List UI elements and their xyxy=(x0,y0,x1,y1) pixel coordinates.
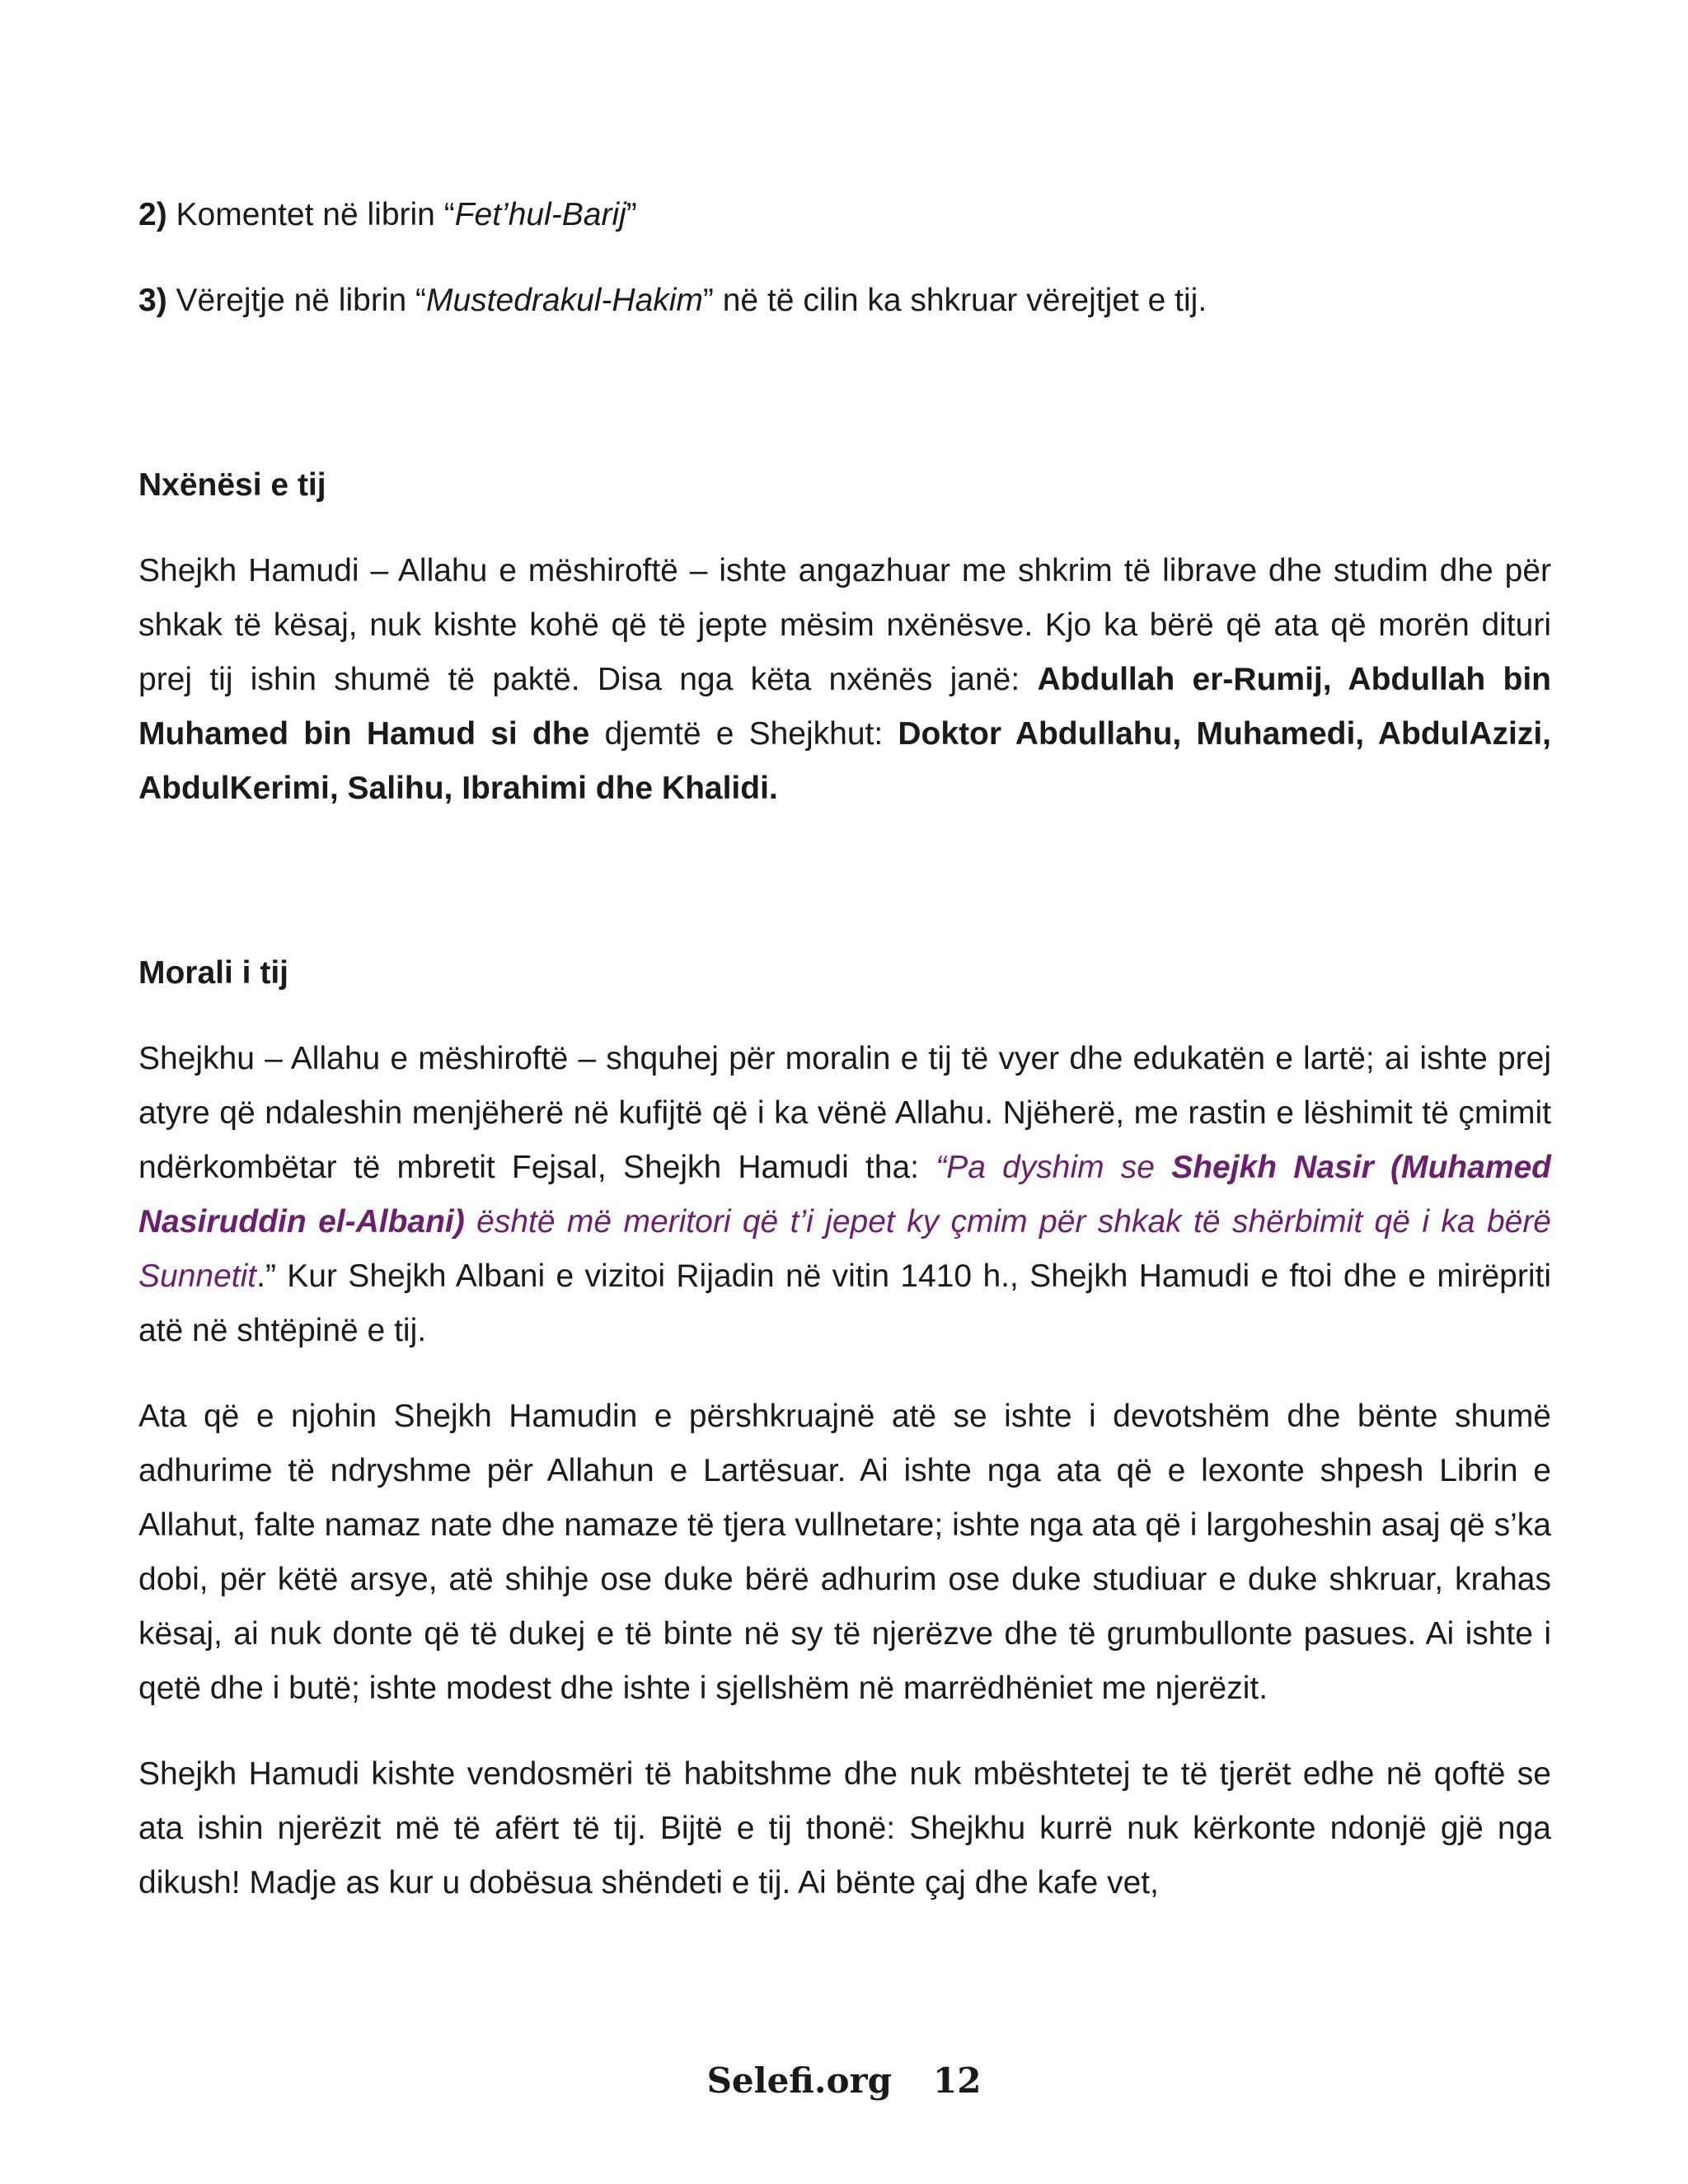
quote-name: Shejkh Nasir (Muhamed Nasiruddin el-Albani) xyxy=(138,1150,1551,1240)
page-number: 12 xyxy=(932,2060,982,2101)
student-names: Abdullah er-Rumij, Abdullah bin Muhamed bin Hamud si dhe xyxy=(138,662,1551,752)
list-text: ” në të cilin ka shkruar vërejtjet e tij. xyxy=(702,283,1207,318)
paragraph-text: Shejkh Hamudi – Allahu e mëshiroftë – ishte angazhuar me shkrim të librave dhe studim dhe për shkak të kësaj, nuk kishte kohë që të jepte mësim nxënësve. Kjo ka bërë që ata që morën dituri prej tij ishin shumë të paktë. Disa nga këta nxënës janë: xyxy=(138,553,1551,697)
footer-site: Selefi.org xyxy=(706,2060,892,2101)
morals-paragraph-2: Ata që e njohin Shejkh Hamudin e përshkruajnë atë se ishte i devotshëm dhe bënte shumë adhurime të ndryshme për Allahun e Lartësuar. Ai ishte nga ata që e lexonte shpesh Librin e Allahut, falte namaz nate dhe namaze të tjera vullnetare; ishte nga ata që i largoheshin asaj që s’ka dobi, për këtë arsye, atë shihje ose duke bërë adhurim ose duke studiuar e duke shkruar, krahas kësaj, ai nuk donte që të dukej e të binte në sy të njerëzve dhe të grumbullonte pasues. Ai ishte i qetë dhe i butë; ishte modest dhe ishte i sjellshëm në marrëdhëniet me njerëzit. xyxy=(138,1399,1551,1706)
quote-end: .” xyxy=(256,1258,276,1294)
list-text: Vërejtje në librin “ xyxy=(166,283,426,318)
sons-names: Doktor Abdullahu, Muhamedi, AbdulAzizi, AbdulKerimi, Salihu, Ibrahimi dhe Khalidi. xyxy=(138,716,1552,806)
section-heading-students: Nxënësi e tij xyxy=(138,467,326,503)
paragraph-text: djemtë e Shejkhut: xyxy=(589,716,898,752)
list-item-2 xyxy=(138,188,1551,242)
morals-paragraph-1 xyxy=(138,1032,1551,1358)
page-content xyxy=(138,188,1551,1942)
list-text: Komentet në librin “ xyxy=(166,197,455,232)
quote: “Pa dyshim se Shejkh Nasir (Muhamed Nasiruddin el-Albani) është më meritori që t’i jepet ky çmim për shkak të shërbimit që i ka bërë Sunnetit xyxy=(138,1150,1551,1294)
section-heading-morals: Morali i tij xyxy=(138,955,289,991)
list-number: 2) xyxy=(138,197,167,232)
paragraph-text: Shejkhu – Allahu e mëshiroftë – shquhej për moralin e tij të vyer dhe edukatën e lartë; ai ishte prej atyre që ndaleshin menjëherë në kufijtë që i ka vënë Allahu. Njëherë, me rastin e lëshimit të çmimit ndërkombëtar të mbretit Fejsal, Shejkh Hamudi tha: xyxy=(138,1041,1551,1185)
list-number: 3) xyxy=(138,283,167,318)
book-title: Fet’hul-Barij xyxy=(454,197,626,232)
list-text: ” xyxy=(626,197,637,232)
page-footer xyxy=(0,2060,1688,2101)
list-item-3 xyxy=(138,274,1551,328)
morals-paragraph-3: Shejkh Hamudi kishte vendosmëri të habitshme dhe nuk mbështetej te të tjerët edhe në qoftë se ata ishin njerëzit më të afërt të tij. Bijtë e tij thonë: Shejkhu kurrë nuk kërkonte ndonjë gjë nga dikush! Madje as kur u dobësua shëndeti e tij. Ai bënte çaj dhe kafe vet, xyxy=(138,1756,1551,1900)
book-title: Mustedrakul-Hakim xyxy=(426,283,703,318)
students-paragraph xyxy=(138,544,1551,816)
paragraph-text: Kur Shejkh Albani e vizitoi Rijadin në vitin 1410 h., Shejkh Hamudi e ftoi dhe e mirëpriti atë në shtëpinë e tij. xyxy=(138,1258,1551,1348)
